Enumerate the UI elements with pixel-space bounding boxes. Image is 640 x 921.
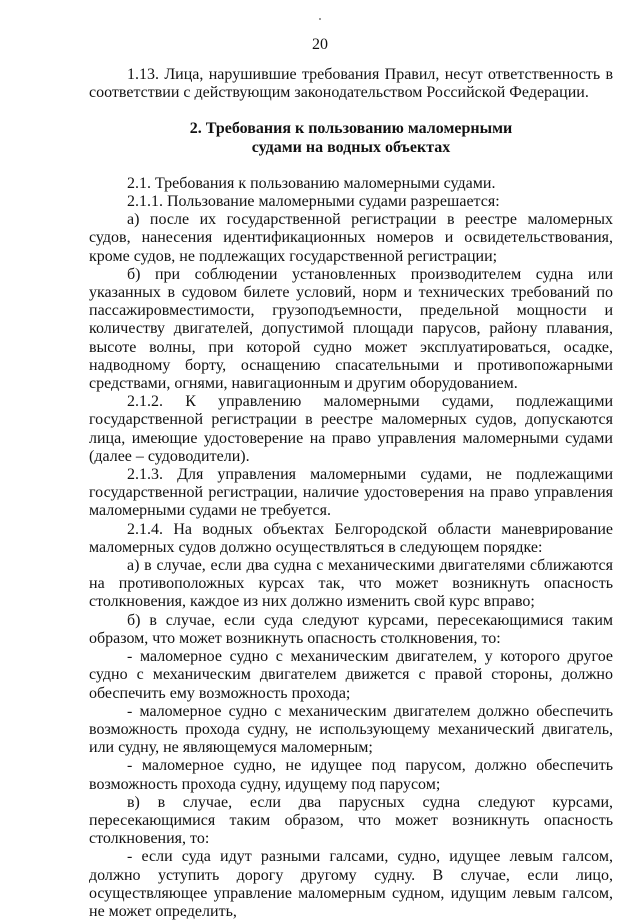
paragraph: 2.1. Требования к пользованию маломерными судами. (127, 174, 496, 192)
paragraph-1-13: 1.13. Лица, нарушившие требования Правил, несут ответственность в соответствии с действующим законодательством Российской Федерации. (89, 66, 613, 102)
paragraph: в) в случае, если два парусных судна следуют курсами, пересекающимися таким образом, что может возникнуть опасность столкновения, то: (89, 793, 613, 848)
paragraph: 2.1.4. На водных объектах Белгородской области маневрирование маломерных судов должно осуществляться в следующем порядке: (89, 520, 613, 556)
document-body (89, 66, 613, 921)
paragraph: - маломерное судно, не идущее под парусом, должно обеспечить возможность прохода судну, идущему под парусом; (89, 757, 613, 793)
paragraph: б) при соблюдении установленных производителем судна или указанных в судовом билете условий, норм и технических требований по пассажировместимости, грузоподъемности, предельной мощности и количеству двигателей, допустимой площади парусов, району плавания, высоте волны, при которой судно может эксплуатироваться, осадке, надводному борту, оснащению спасательными и противопожарными средствами, огнями, навигационным и другим оборудованием. (89, 265, 613, 393)
scan-mark (319, 18, 321, 20)
section-title-line-1: 2. Требования к пользованию маломерными (189, 120, 513, 138)
paragraph: б) в случае, если суда следуют курсами, пересекающимися таким образом, что может возникнуть опасность столкновения, то: (89, 611, 613, 647)
paragraph: - маломерное судно с механическим двигателем должно обеспечить возможность прохода судну, не использующему механический двигатель, или судну, не являющемуся маломерным; (89, 702, 613, 757)
paragraph: - если суда идут разными галсами, судно, идущее левым галсом, должно уступить дорогу другому судну. В случае, если лицо, осуществляющее управление маломерным судном, идущим левым галсом, не может определить, (89, 848, 613, 920)
paragraph: 2.1.3. Для управления маломерными судами, не подлежащими государственной регистрации, наличие удостоверения на право управления маломерными судами не требуется. (89, 466, 613, 520)
paragraph: 2.1.2. К управлению маломерными судами, подлежащими государственной регистрации в реестре маломерных судов, допускаются лица, имеющие удостоверение на право управления маломерными судами (далее – судоводители). (89, 393, 613, 465)
page-number: 20 (312, 36, 328, 53)
paragraph: а) после их государственной регистрации в реестре маломерных судов, нанесения идентификационных номеров и освидетельствования, кроме судов, не подлежащих государственной регистрации; (89, 211, 613, 265)
paragraph: 2.1.1. Пользование маломерными судами разрешается: (127, 193, 500, 211)
paragraph: - маломерное судно с механическим двигателем, у которого другое судно с механическим двигателем движется с правой стороны, должно обеспечить ему возможность прохода; (89, 648, 613, 702)
section-title-line-2: судами на водных объектах (251, 138, 451, 156)
paragraph: а) в случае, если два судна с механическими двигателями сближаются на противоположных курсах так, что может возникнуть опасность столкновения, каждое из них должно изменить свой курс вправо; (89, 557, 613, 611)
section-title (89, 120, 613, 156)
